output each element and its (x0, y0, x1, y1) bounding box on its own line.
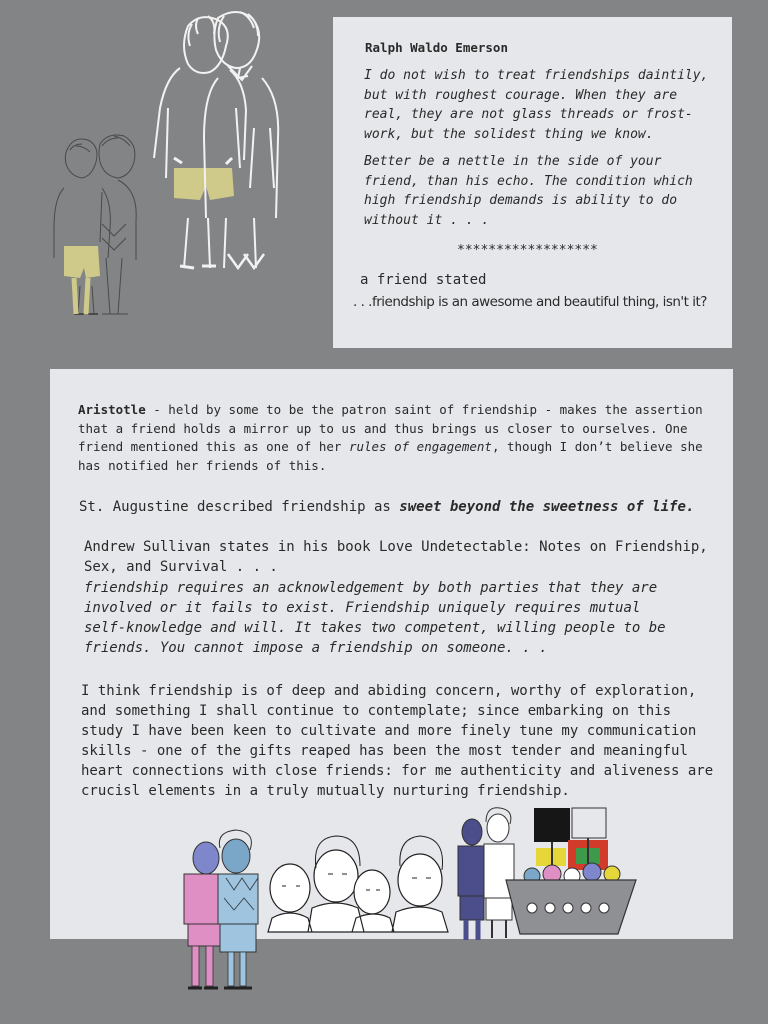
emerson-quote-panel (333, 17, 732, 348)
sullivan-quote: friendship requires an acknowledgement by both parties that they are involved or it fails to exist. Friendship uniquely requires mutual self-knowledge and will. It takes two competent, willing people to be friends. You cannot impose a friendship on someone. . . (84, 580, 666, 656)
emerson-quote-1: I do not wish to treat friendships daintily, but with roughest courage. When they are real, they are not glass threads or frost-work, but the solidest thing we know. (364, 68, 709, 142)
aristotle-name: Aristotle (78, 402, 146, 417)
friends-drawing-bottom (176, 808, 646, 1008)
illustration-top-left (40, 8, 330, 338)
group-of-faces (268, 850, 448, 932)
figure-white (484, 808, 514, 938)
ship-icon (506, 808, 636, 934)
emerson-author: Ralph Waldo Emerson (365, 40, 508, 55)
figure-navy (458, 819, 486, 940)
aristotle-emphasis: rules of engagement (348, 439, 492, 454)
emerson-quote-2: Better be a nettle in the side of your friend, than his echo. The condition which high friendship demands is ability to do without it . . . (364, 154, 693, 228)
augustine-quote: sweet beyond the sweetness of life. (399, 499, 695, 515)
friends-drawing-top (40, 8, 330, 338)
sullivan-intro: Andrew Sullivan states in his book Love Undetectable: Notes on Friendship, Sex, and Survival . . . (84, 539, 708, 575)
section-divider: ****************** (457, 243, 598, 258)
khaki-shorts-icon (64, 246, 100, 278)
friend-intro: a friend stated (360, 272, 487, 288)
aristotle-text-before: - held by some to be the patron saint of friendship - makes the assertion that a friend holds a mirror up to us and thus brings us closer to ourselves. One friend mentioned this as one of her (78, 402, 703, 454)
reflection-paragraph: I think friendship is of deep and abiding concern, worthy of exploration, and something I shall continue to contemplate; since embarking on this study I have been keen to cultivate and more finely tune my communication skills - one of the gifts reaped has been the most tender and meaningful heart connections with close friends: for me authenticity and aliveness are crucisl elements in a truly mutually nurturing friendship. (81, 683, 714, 799)
aristotle-text-after: , though I don’t believe she has notified her friends of this. (78, 439, 703, 473)
augustine-paragraph (79, 497, 727, 517)
figure-light-blue (218, 830, 258, 988)
aristotle-paragraph (78, 401, 726, 475)
friend-quote: . . .friendship is an awesome and beautiful thing, isn't it? (353, 294, 707, 310)
augustine-text: St. Augustine described friendship as (79, 499, 400, 515)
